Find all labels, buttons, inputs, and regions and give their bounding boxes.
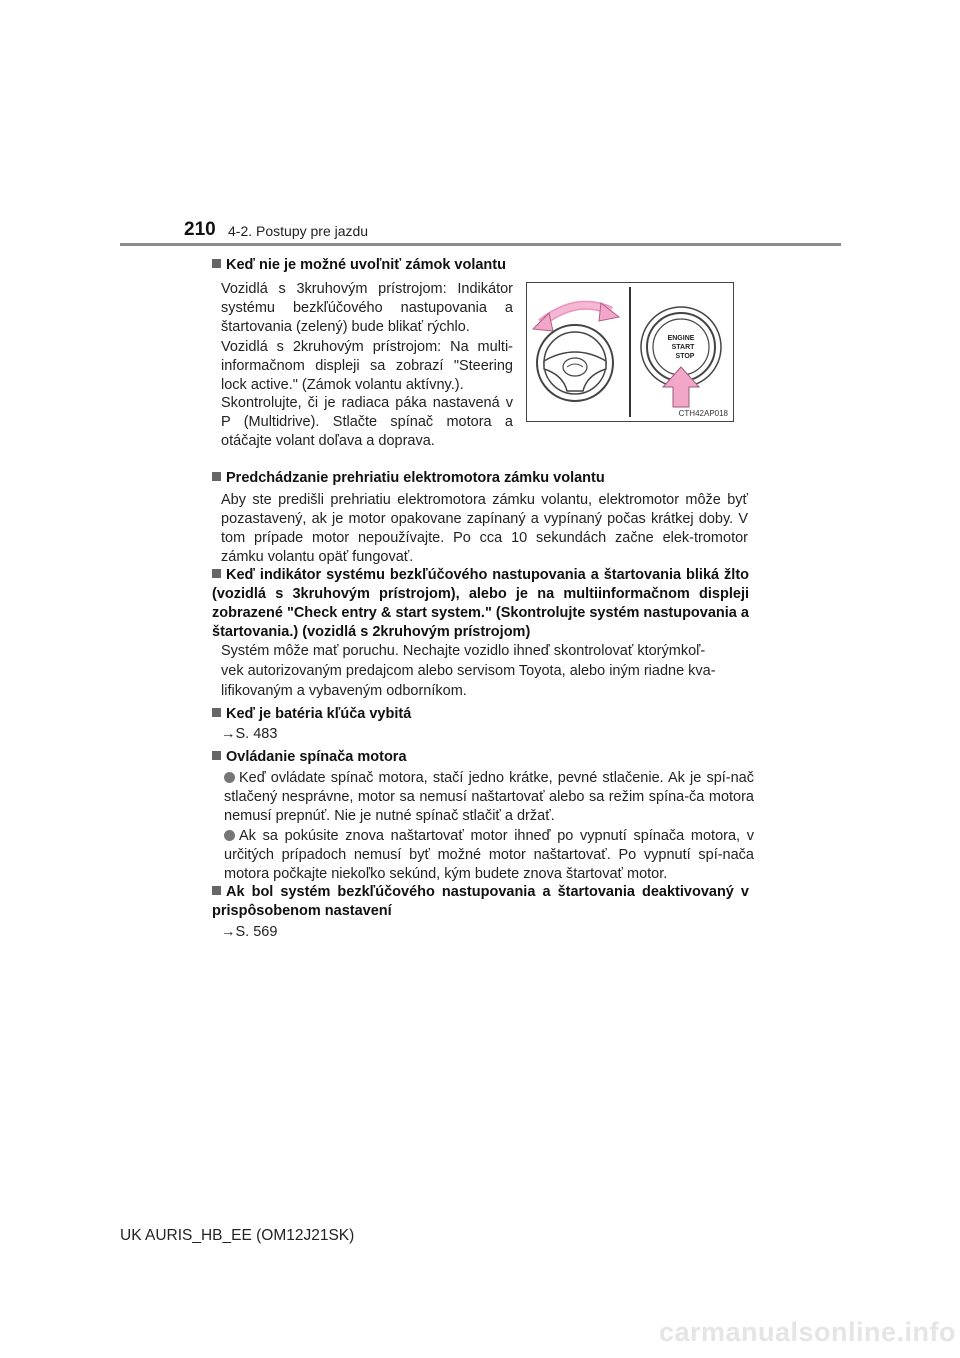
paragraph: Aby ste predišli prehriatiu elektromotora zámku volantu, elektromotor môže byť pozastavený, ak je motor opakovane zapínaný a vypínaný počas krátkej doby. V tom prípade motor nepoužívajte. Po cca 10 sekundách začne elek-tromotor zámku volantu opäť fungovať. <box>221 492 748 565</box>
header-divider <box>120 243 841 246</box>
square-bullet-icon <box>212 472 221 481</box>
section-heading <box>212 256 506 275</box>
section-heading <box>212 883 749 921</box>
list-item <box>224 827 754 884</box>
engine-switch-illustration <box>526 282 734 422</box>
square-bullet-icon <box>212 259 221 268</box>
heading-text: Keď indikátor systému bezkľúčového nastupovania a štartovania bliká žlto (vozidlá s 3kruhovým prístrojom), alebo je na multiinformačnom displeji zobrazené "Check entry & start system." (Skontrolujte systém nastupovania a štartovania.) (vozidlá s 2kruhovým prístrojom) <box>212 567 749 640</box>
button-label-start: START <box>671 344 695 351</box>
list-item-text: Keď ovládate spínač motora, stačí jedno krátke, pevné stlačenie. Ak je spí-nač stlačený nesprávne, motor sa nemusí naštartovať alebo sa režim spína-ča motora nemusí prepnúť. Nie je nutné spínač stlačiť a držať. <box>224 770 754 824</box>
heading-text: Keď nie je možné uvoľniť zámok volantu <box>226 257 506 273</box>
page-reference-link[interactable]: →S. 483 <box>221 726 278 742</box>
paragraph <box>221 641 748 701</box>
paragraph-line: vek autorizovaným predajcom alebo servisom Toyota, alebo iným riadne kva- <box>221 663 716 679</box>
square-bullet-icon <box>212 569 221 578</box>
section-heading <box>212 566 749 642</box>
heading-text: Keď je batéria kľúča vybitá <box>226 706 412 722</box>
watermark: carmanualsonline.info <box>658 1317 956 1347</box>
section-heading <box>212 705 411 724</box>
paragraph-line: lifikovaným a vybaveným odborníkom. <box>221 683 467 699</box>
circle-bullet-icon <box>224 772 235 783</box>
square-bullet-icon <box>212 751 221 760</box>
section-heading <box>212 748 407 767</box>
button-label-stop: STOP <box>675 353 695 360</box>
heading-text: Ak bol systém bezkľúčového nastupovania a štartovania deaktivovaný v prispôsobenom nastavení <box>212 884 749 919</box>
paragraph: Vozidlá s 2kruhovým prístrojom: Na multi-informačnom displeji sa zobrazí "Steering lock active." (Zámok volantu aktívny.). <box>221 339 513 393</box>
section-heading <box>212 469 605 488</box>
footer-model-code: UK AURIS_HB_EE (OM12J21SK) <box>120 1227 355 1244</box>
square-bullet-icon <box>212 708 221 717</box>
figure-code: CTH42AP018 <box>678 409 728 418</box>
page-number: 210 <box>184 219 216 240</box>
circle-bullet-icon <box>224 830 235 841</box>
heading-text: Predchádzanie prehriatiu elektromotora zámku volantu <box>226 470 605 486</box>
list-item <box>224 769 754 826</box>
page-reference-link[interactable]: →S. 569 <box>221 924 278 940</box>
square-bullet-icon <box>212 886 221 895</box>
button-label-engine: ENGINE <box>667 335 695 342</box>
paragraph: Vozidlá s 3kruhovým prístrojom: Indikátor systému bezkľúčového nastupovania a štartovania (zelený) bude blikať rýchlo. <box>221 281 513 335</box>
list-item-text: Ak sa pokúsite znova naštartovať motor ihneď po vypnutí spínača motora, v určitých prípadoch nemusí byť možné motor naštartovať. Po vypnutí spí-nača motora počkajte niekoľko sekúnd, kým budete znova štartovať motor. <box>224 828 754 882</box>
heading-text: Ovládanie spínača motora <box>226 749 407 765</box>
paragraph: Skontrolujte, či je radiaca páka nastavená v P (Multidrive). Stlačte spínač motora a otáčajte volant doľava a doprava. <box>221 395 513 449</box>
paragraph-line: Systém môže mať poruchu. Nechajte vozidlo ihneď skontrolovať ktorýmkoľ- <box>221 643 706 659</box>
steering-and-start-button-diagram <box>527 283 733 421</box>
chapter-title: 4-2. Postupy pre jazdu <box>228 223 369 239</box>
